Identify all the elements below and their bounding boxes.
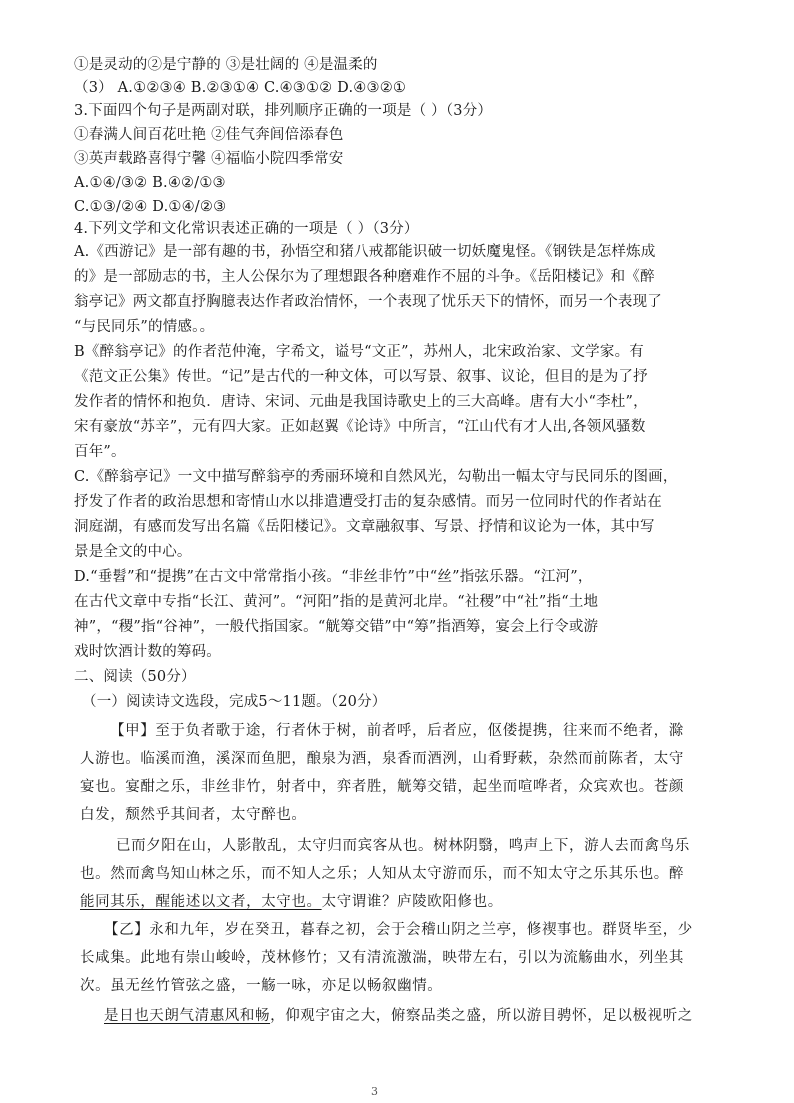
passage-jia-line-5: 已而夕阳在山，人影散乱，太守归而宾客从也。树林阴翳，鸣声上下，游人去而禽鸟乐 [116, 838, 690, 854]
q4-option-a-3: 翁亭记》两文都直抒胸臆表达作者政治情怀，一个表现了忧乐天下的情怀，而另一个表现了 [74, 294, 662, 310]
underlined-sentence-yi: 是日也天朗气清惠风和畅 [104, 1008, 271, 1024]
passage-yi-line-4-tail: ，仰观宇宙之大，俯察品类之盛，所以游目骋怀，足以极视听之 [270, 1008, 693, 1024]
passage-jia-line-3: 宴也。宴酣之乐，非丝非竹，射者中，弈者胜，觥筹交错，起坐而喧哗者，众宾欢也。苍颜 [80, 779, 684, 795]
q3-stem: 3.下面四个句子是两副对联，排列顺序正确的一项是（ ）（3分） [74, 103, 493, 119]
passage-yi-line-2: 长咸集。此地有崇山峻岭，茂林修竹；又有清流激湍，映带左右，引以为流觞曲水，列坐其 [80, 950, 684, 966]
q4-option-c-3: 洞庭湖，有感而发写出名篇《岳阳楼记》。文章融叙事、写景、抒情和议论为一体，其中写 [74, 519, 655, 535]
q2-choices: （3） A.①②③④ B.②③①④ C.④③①② D.④③②① [74, 80, 407, 96]
q4-option-b-3: 发作者的情怀和抱负．唐诗、宋词、元曲是我国诗歌史上的三大高峰。唐有大小“李杜”， [74, 394, 648, 410]
passage-jia-line-7-tail: 太守谓谁？庐陵欧阳修也。 [321, 894, 503, 910]
q2-options-line: ①是灵动的②是宁静的 ③是壮阔的 ④是温柔的 [74, 57, 378, 73]
passage-jia-line-4: 白发，颓然乎其间者，太守醉也。 [80, 807, 307, 823]
q3-choices-1: A.①④/③② B.④②/①③ [74, 175, 226, 191]
underlined-sentence: 能同其乐，醒能述以文者，太守也。 [80, 894, 322, 910]
q4-option-b-2: 《范文正公集》传世。“记”是古代的一种文体，可以写景、叙事、议论，但目的是为了抒 [74, 369, 648, 385]
q3-choices-2: C.①③/②④ D.①④/②③ [74, 199, 227, 215]
passage-jia-line-7 [80, 892, 503, 912]
q4-option-c-4: 景是全文的中心。 [74, 544, 192, 560]
q4-option-d-4: 戏时饮酒计数的筹码。 [74, 644, 221, 660]
q4-option-d-1: D.“垂髫”和“提携”在古文中常常指小孩。“非丝非竹”中“丝”指弦乐器。“江河”， [74, 569, 593, 585]
q3-items-1: ①春满人间百花吐艳 ②佳气奔闾倍添春色 [74, 127, 344, 143]
passage-yi-line-4 [104, 1006, 693, 1026]
q4-option-a-1: A.《西游记》是一部有趣的书，孙悟空和猪八戒都能识破一切妖魔鬼怪。《钢铁是怎样炼成 [74, 244, 656, 260]
q4-option-c-2: 抒发了作者的政治思想和寄情山水以排遣遭受打击的复杂感情。而另一位同时代的作者站在 [74, 494, 662, 510]
subsection-title: （一）阅读诗文选段，完成5～11题。（20分） [82, 694, 387, 710]
q4-stem: 4.下列文学和文化常识表述正确的一项是（ ）（3分） [74, 221, 419, 237]
page-number: 3 [371, 1085, 378, 1098]
q4-option-b-1: B《醉翁亭记》的作者范仲淹，字希文，谥号“文正”，苏州人，北宋政治家、文学家。有 [74, 344, 644, 360]
q4-option-d-3: 神”，“稷”指“谷神”，一般代指国家。“觥筹交错”中“筹”指酒筹，宴会上行令或游 [74, 619, 599, 635]
passage-jia-line-6: 也。然而禽鸟知山林之乐，而不知人之乐；人知从太守游而乐，而不知太守之乐其乐也。醉 [80, 866, 684, 882]
section-title-reading: 二、阅读（50分） [74, 669, 196, 685]
q4-option-c-1: C.《醉翁亭记》一文中描写醉翁亭的秀丽环境和自然风光，勾勒出一幅太守与民同乐的图画， [74, 469, 678, 485]
passage-jia-line-1: 【甲】至于负者歌于途，行者休于树，前者呼，后者应，伛偻提携，往来而不绝者，滁 [110, 723, 684, 739]
q4-option-b-4: 宋有豪放“苏辛”，元有四大家。正如赵翼《论诗》中所言，“江山代有才人出,各领风骚数 [74, 419, 646, 435]
q4-option-b-5: 百年”。 [74, 444, 126, 460]
q4-option-d-2: 在古代文章中专指“长江、黄河”。“河阳”指的是黄河北岸。“社稷”中“社”指“土地 [74, 594, 599, 610]
q4-option-a-2: 的》是一部励志的书，主人公保尔为了理想跟各种磨难作不屈的斗争。《岳阳楼记》和《醉 [74, 269, 655, 285]
passage-yi-line-1: 【乙】永和九年，岁在癸丑，暮春之初，会于会稽山阴之兰亭，修禊事也。群贤毕至，少 [104, 922, 693, 938]
q4-option-a-4: “与民同乐”的情感。。 [74, 319, 215, 335]
passage-jia-line-2: 人游也。临溪而渔，溪深而鱼肥，酿泉为酒，泉香而酒洌，山肴野蔌，杂然而前陈者，太守 [80, 751, 684, 767]
passage-yi-line-3: 次。虽无丝竹管弦之盛，一觞一咏，亦足以畅叙幽情。 [80, 978, 443, 994]
q3-items-2: ③英声载路喜得宁馨 ④福临小院四季常安 [74, 151, 344, 167]
